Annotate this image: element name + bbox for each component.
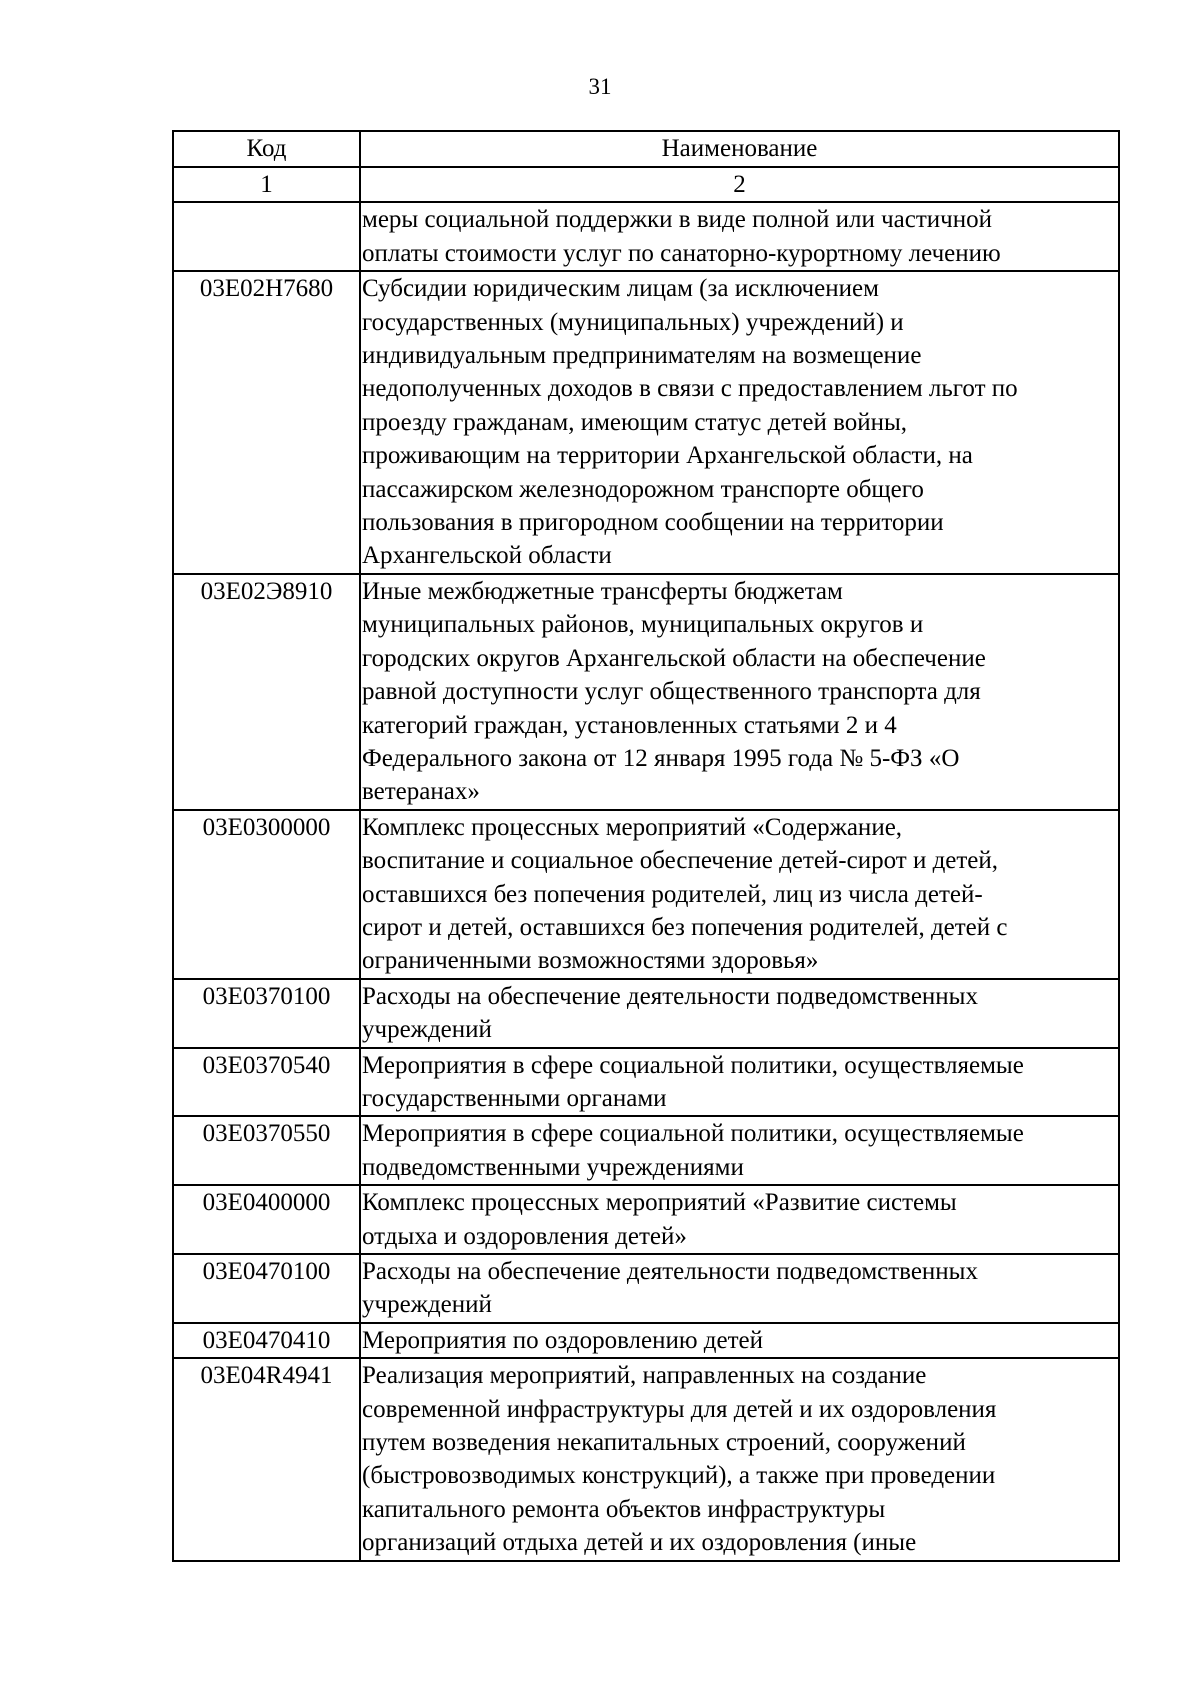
header-name: Наименование (360, 131, 1119, 167)
budget-codes-table (172, 130, 1120, 1562)
row-code: 03Е02Н7680 (173, 271, 360, 574)
row-code: 03Е0470410 (173, 1323, 360, 1358)
table-row (173, 202, 1119, 271)
table-row (173, 574, 1119, 810)
row-code: 03Е04R4941 (173, 1358, 360, 1560)
row-name: Иные межбюджетные трансферты бюджетам муниципальных районов, муниципальных округов и городских округов Архангельской области на обеспечение равной доступности услуг общественного транспорта для категорий граждан, установленных статьями 2 и 4 Федерального закона от 12 января 1995 года № 5-ФЗ «О ветеранах» (360, 574, 1119, 810)
row-name: Расходы на обеспечение деятельности подведомственных учреждений (360, 1254, 1119, 1323)
row-code: 03Е0370550 (173, 1116, 360, 1185)
table-row (173, 1323, 1119, 1358)
row-name: Мероприятия в сфере социальной политики, осуществляемые государственными органами (360, 1048, 1119, 1117)
column-number-1: 1 (173, 167, 360, 202)
row-code: 03Е02Э8910 (173, 574, 360, 810)
row-code (173, 202, 360, 271)
table-row (173, 1116, 1119, 1185)
row-name: Субсидии юридическим лицам (за исключением государственных (муниципальных) учреждений) и индивидуальным предпринимателям на возмещение недополученных доходов в связи с предоставлением льгот по проезду гражданам, имеющим статус детей войны, проживающим на территории Архангельской области, на пассажирском железнодорожном транспорте общего пользования в пригородном сообщении на территории Архангельской области (360, 271, 1119, 574)
row-name: Комплекс процессных мероприятий «Развитие системы отдыха и оздоровления детей» (360, 1185, 1119, 1254)
table-body (173, 202, 1119, 1560)
row-name: Реализация мероприятий, направленных на создание современной инфраструктуры для детей и их оздоровления путем возведения некапитальных строений, сооружений (быстровозводимых конструкций), а также при проведении капитального ремонта объектов инфраструктуры организаций отдыха детей и их оздоровления (иные (360, 1358, 1119, 1560)
row-code: 03Е0300000 (173, 810, 360, 979)
column-number-row (173, 167, 1119, 202)
table-row (173, 810, 1119, 979)
table-row (173, 1254, 1119, 1323)
table-row (173, 1185, 1119, 1254)
row-code: 03Е0370540 (173, 1048, 360, 1117)
row-name: Расходы на обеспечение деятельности подведомственных учреждений (360, 979, 1119, 1048)
table-row (173, 1358, 1119, 1560)
row-code: 03Е0400000 (173, 1185, 360, 1254)
row-code: 03Е0470100 (173, 1254, 360, 1323)
row-name: Мероприятия по оздоровлению детей (360, 1323, 1119, 1358)
row-name: Мероприятия в сфере социальной политики, осуществляемые подведомственными учреждениями (360, 1116, 1119, 1185)
table-header-row (173, 131, 1119, 167)
header-code: Код (173, 131, 360, 167)
row-name: меры социальной поддержки в виде полной или частичной оплаты стоимости услуг по санаторно-курортному лечению (360, 202, 1119, 271)
column-number-2: 2 (360, 167, 1119, 202)
table-row (173, 979, 1119, 1048)
table-row (173, 1048, 1119, 1117)
page-number: 31 (588, 74, 612, 99)
table-row (173, 271, 1119, 574)
row-name: Комплекс процессных мероприятий «Содержание, воспитание и социальное обеспечение детей-сирот и детей, оставшихся без попечения родителей, лиц из числа детей- сирот и детей, оставшихся без попечения родителей, детей с ограниченными возможностями здоровья» (360, 810, 1119, 979)
row-code: 03Е0370100 (173, 979, 360, 1048)
